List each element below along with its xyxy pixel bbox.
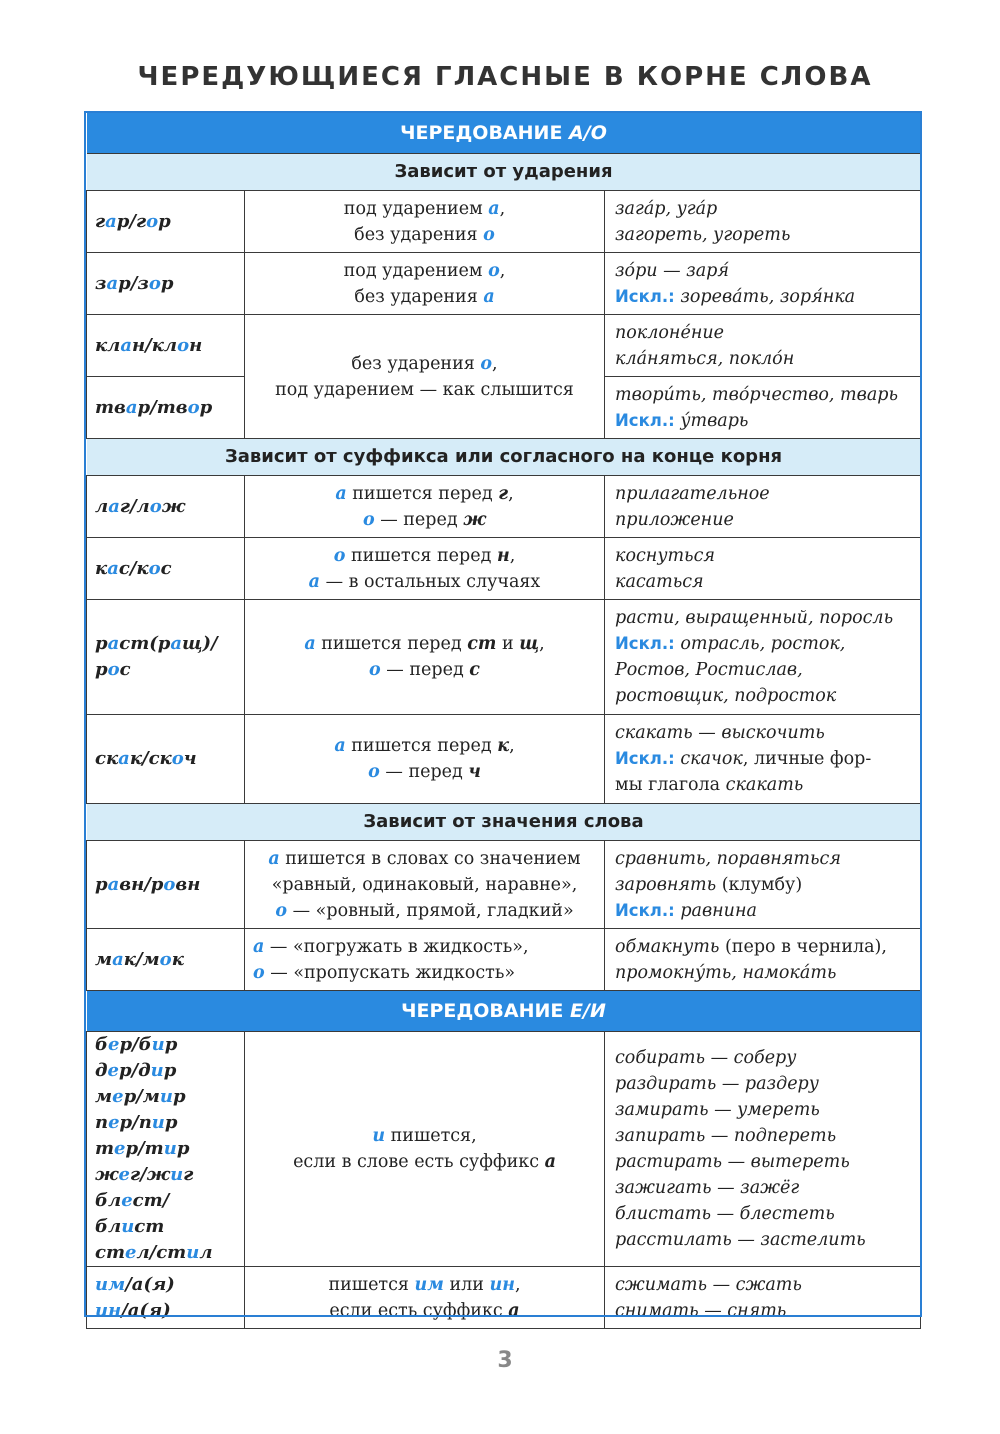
rule-cell: пишется им или ин, если есть суффикс а [245, 1267, 605, 1329]
rule-cell: а пишется перед г, о — перед ж [245, 476, 605, 538]
examples-cell: поклонéние кла́няться, поклóн [605, 315, 921, 377]
root-rast-ros: раст(ращ)/ рос [87, 600, 245, 715]
examples-cell: прилагательное приложение [605, 476, 921, 538]
root-klan-klon: клан/клон [87, 315, 245, 377]
rule-cell: под ударением о, без ударения а [245, 253, 605, 315]
root-tvar-tvor: твар/твор [87, 377, 245, 439]
rule-cell: а пишется в словах со значением «равный, одинаковый, наравне», о — «ровный, прямой, гладкий» [245, 841, 605, 929]
group-header-suffix: Зависит от суффикса или согласного на конце корня [87, 439, 921, 476]
root-im-in: им/а(я) ин/а(я) [87, 1267, 245, 1329]
rule-cell: а пишется перед ст и щ, о — перед с [245, 600, 605, 715]
group-header-stress: Зависит от ударения [87, 154, 921, 191]
root-ber-bir-group: бер/бир дер/дир мер/мир пер/пир тер/тир жег/жиг блест/блист стел/стил [87, 1032, 245, 1267]
root-ravn-rovn: равн/ровн [87, 841, 245, 929]
rule-cell: под ударением а, без ударения о [245, 191, 605, 253]
root-gar-gor: гар/гор [87, 191, 245, 253]
root-skak-skoch: скак/скоч [87, 715, 245, 804]
root-zar-zor: зар/зор [87, 253, 245, 315]
section-header-ei: ЧЕРЕДОВАНИЕ Е/И [87, 991, 921, 1032]
section-header-ao: ЧЕРЕДОВАНИЕ А/О [87, 113, 921, 154]
rule-cell: а пишется перед к, о — перед ч [245, 715, 605, 804]
examples-cell: сравнить, поравняться заровнять (клумбу) Искл.: равнина [605, 841, 921, 929]
root-lag-lozh: лаг/лож [87, 476, 245, 538]
examples-cell: загáр, угáр загореть, угореть [605, 191, 921, 253]
page-title: ЧЕРЕДУЮЩИЕСЯ ГЛАСНЫЕ В КОРНЕ СЛОВА [137, 62, 873, 92]
rule-cell: о пишется перед н, а — в остальных случаях [245, 538, 605, 600]
examples-cell: коснуться касаться [605, 538, 921, 600]
examples-cell: сжимать — сжать снимать — снять [605, 1267, 921, 1329]
page-number: 3 [497, 1348, 513, 1373]
examples-cell: обмакнуть (перо в чернила), промокну́ть, намокáть [605, 929, 921, 991]
rule-cell: и пишется, если в слове есть суффикс а [245, 1032, 605, 1267]
rule-cell: а — «погружать в жидкость», о — «пропускать жидкость» [245, 929, 605, 991]
examples-cell: твори́ть, твóрчество, тварь Искл.: у́тварь [605, 377, 921, 439]
table-frame [84, 111, 922, 1317]
root-kas-kos: кас/кос [87, 538, 245, 600]
root-mak-mok: мак/мок [87, 929, 245, 991]
examples-cell: собирать — соберу раздирать — раздеру замирать — умереть запирать — подпереть растирать — вытереть зажигать — зажёг блистать — блестеть расстилать — застелить [605, 1032, 921, 1267]
examples-cell: расти, выращенный, поросль Искл.: отрасль, росток, Ростов, Ростислав, ростовщик, подросток [605, 600, 921, 715]
examples-cell: скакать — выскочить Искл.: скачок, личные фор- мы глагола скакать [605, 715, 921, 804]
rule-cell: без ударения о, под ударением — как слышится [245, 315, 605, 439]
group-header-meaning: Зависит от значения слова [87, 804, 921, 841]
examples-cell: зóри — заря́ Искл.: зоревáть, зоря́нка [605, 253, 921, 315]
